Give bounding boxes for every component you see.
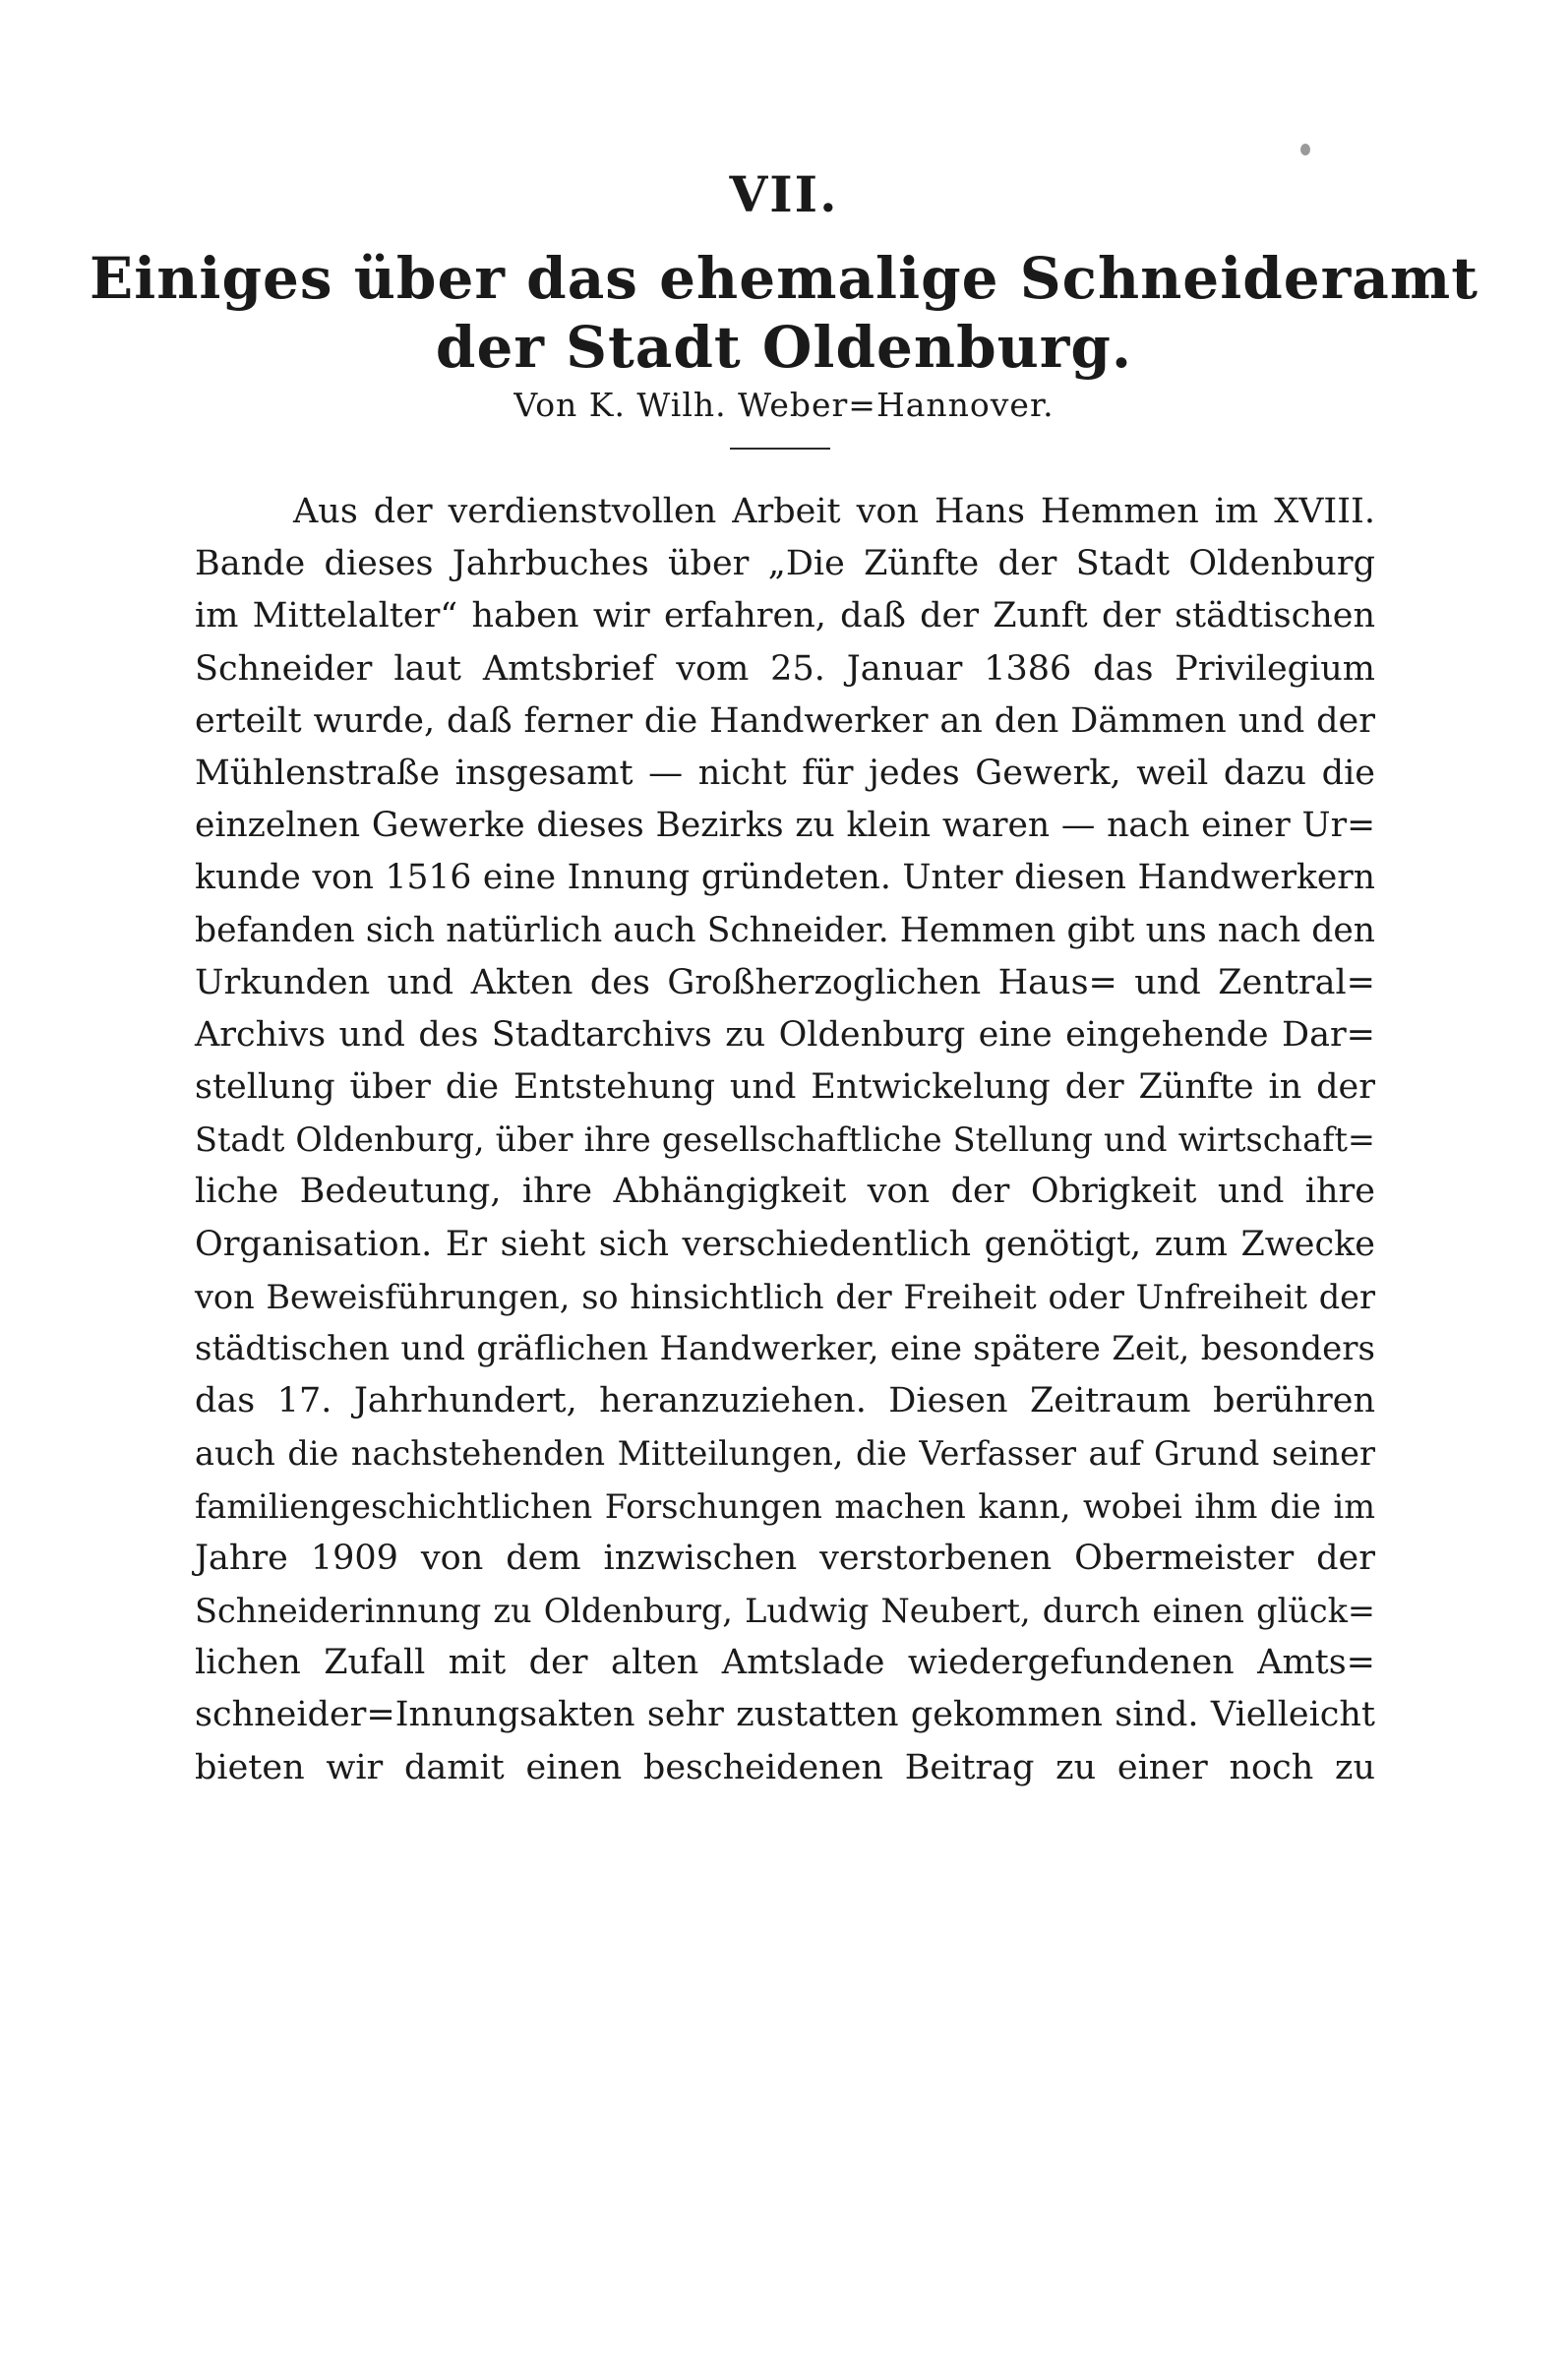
title-line-1: Einiges über das ehemalige Schneideramt [90, 245, 1478, 312]
body-line: Mühlenstraße insgesamt — nicht für jedes Gewerk, weil dazu die [195, 753, 1375, 793]
body-line: Schneider laut Amtsbrief vom 25. Januar 1386 das Privilegium [195, 648, 1375, 689]
body-line: von Beweisführungen, so hinsichtlich der Freiheit oder Unfreiheit der [195, 1277, 1375, 1316]
body-line: liche Bedeutung, ihre Abhängigkeit von der Obrigkeit und ihre [195, 1172, 1375, 1212]
body-line: das 17. Jahrhundert, heranzuziehen. Diesen Zeitraum berühren [195, 1381, 1375, 1421]
body-line: städtischen und gräflichen Handwerker, eine spätere Zeit, besonders [195, 1329, 1375, 1368]
body-line: Archivs und des Stadtarchivs zu Oldenburg eine eingehende Dar= [195, 1014, 1375, 1055]
body-line: bieten wir damit einen bescheidenen Beitrag zu einer noch zu [195, 1747, 1375, 1787]
body-line: einzelnen Gewerke dieses Bezirks zu klein waren — nach einer Ur= [195, 806, 1375, 846]
body-line: Schneiderinnung zu Oldenburg, Ludwig Neubert, durch einen glück= [195, 1591, 1375, 1630]
body-line: Organisation. Er sieht sich verschiedentlich genötigt, zum Zwecke [195, 1224, 1375, 1264]
separator-rule [730, 448, 830, 450]
author-byline: Von K. Wilh. Weber=Hannover. [513, 386, 1055, 424]
body-line: lichen Zufall mit der alten Amtslade wiedergefundenen Amts= [195, 1643, 1375, 1683]
body-line: stellung über die Entstehung und Entwickelung der Zünfte in der [195, 1067, 1375, 1108]
body-line: auch die nachstehenden Mitteilungen, die Verfasser auf Grund seiner [195, 1434, 1375, 1474]
chapter-number: VII. [729, 165, 839, 223]
body-line: erteilt wurde, daß ferner die Handwerker an den Dämmen und der [195, 700, 1375, 741]
body-line: schneider=Innungsakten sehr zustatten gekommen sind. Vielleicht [195, 1695, 1375, 1735]
body-line: Jahre 1909 von dem inzwischen verstorbenen Obermeister der [195, 1538, 1375, 1578]
body-line: Urkunden und Akten des Großherzoglichen Haus= und Zentral= [195, 962, 1375, 1002]
body-line: Aus der verdienstvollen Arbeit von Hans Hemmen im XVIII. [293, 492, 1375, 531]
body-line: Stadt Oldenburg, über ihre gesellschaftliche Stellung und wirtschaft= [195, 1120, 1375, 1160]
body-line: kunde von 1516 eine Innung gründeten. Unter diesen Handwerkern [195, 858, 1375, 898]
title-line-2: der Stadt Oldenburg. [435, 314, 1133, 381]
body-line: befanden sich natürlich auch Schneider. Hemmen gibt uns nach den [195, 910, 1375, 950]
body-line: familiengeschichtlichen Forschungen machen kann, wobei ihm die im [195, 1486, 1375, 1526]
body-line: Bande dieses Jahrbuches über „Die Zünfte der Stadt Oldenburg [195, 544, 1375, 584]
print-speck [1300, 144, 1310, 155]
body-text [195, 486, 1375, 1794]
body-line: im Mittelalter“ haben wir erfahren, daß der Zunft der städtischen [195, 596, 1375, 636]
